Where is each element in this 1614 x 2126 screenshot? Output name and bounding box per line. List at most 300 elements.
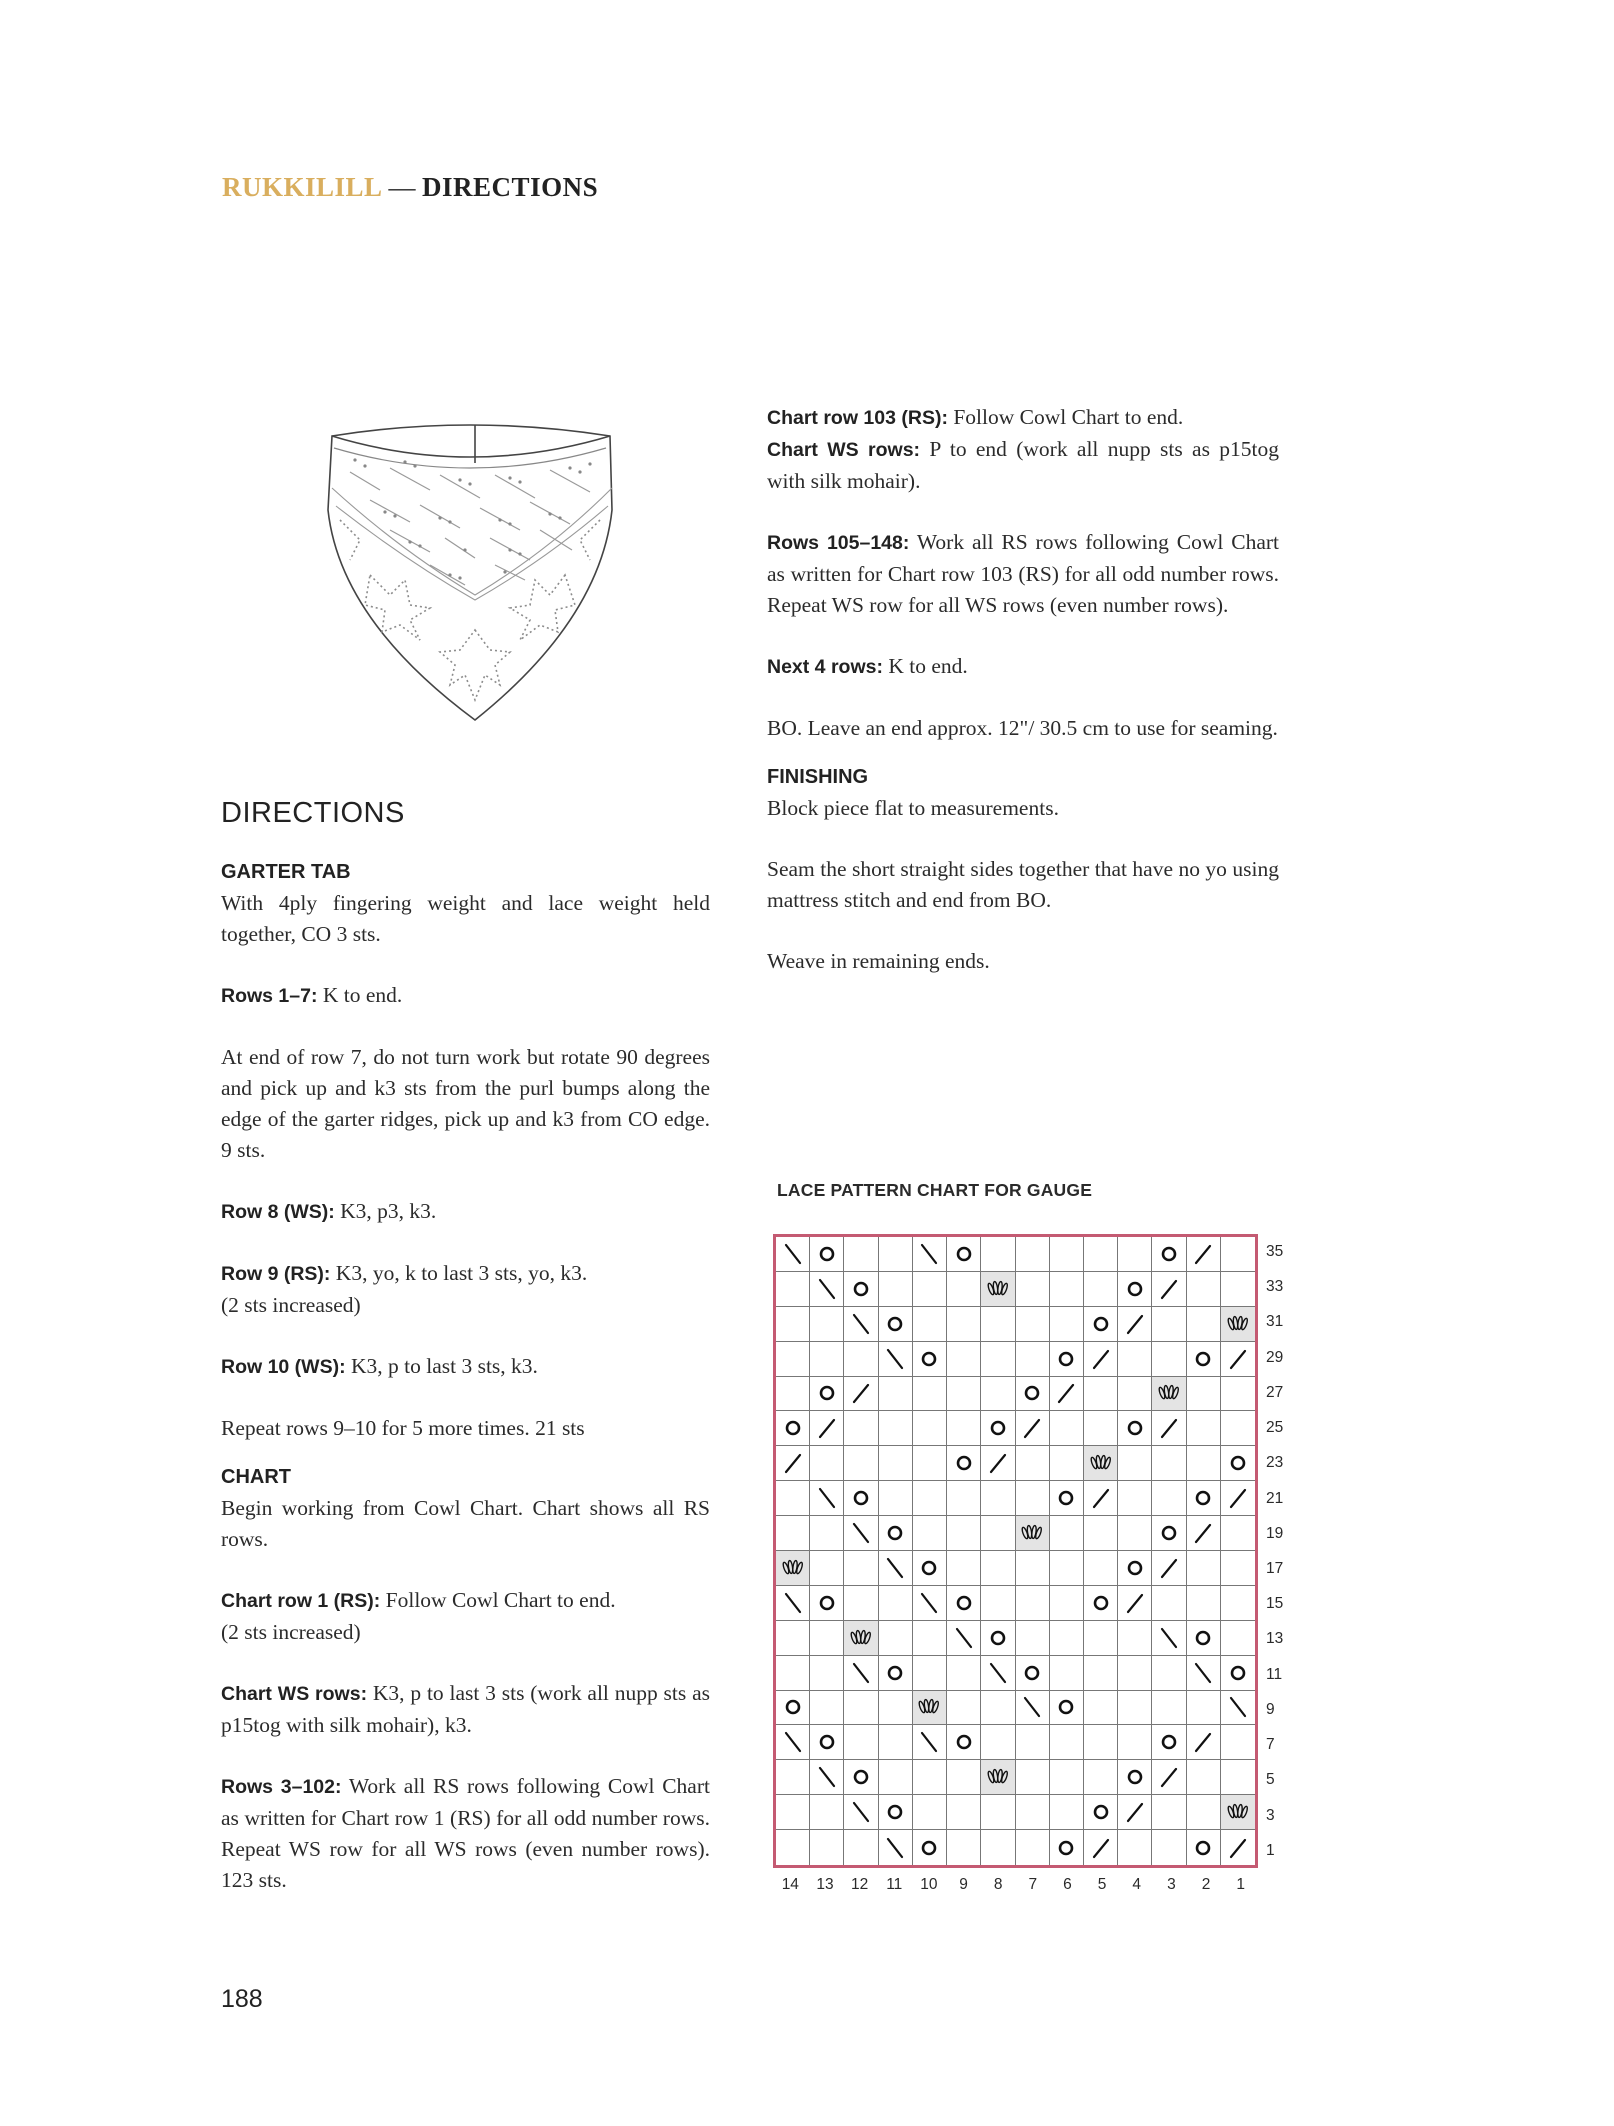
end-of-row-7: At end of row 7, do not turn work but rotate 90 degrees and pick up and k3 sts from the purl bumps along the edge of the garter ridges, pick up and k3 from CO edge. 9 sts. [221,1045,710,1162]
chart-cell-ssk [1187,1656,1221,1691]
row-10 [221,1351,710,1383]
chart-cell-knit [947,1481,981,1516]
row-8-label: Row 8 (WS): [221,1201,335,1223]
chart-cell-yarn-over [810,1377,844,1412]
yarn-over-icon [1190,1835,1216,1861]
k2tog-icon [1088,1485,1114,1511]
k2tog-icon [1088,1346,1114,1372]
chart-cell-knit [844,1725,878,1760]
chart-cell-knit [810,1446,844,1481]
chart-row-label: 25 [1266,1419,1284,1437]
yarn-over-icon [814,1380,840,1406]
chart-cell-yarn-over [1221,1446,1255,1481]
chart-cell-knit [844,1551,878,1586]
chart-cell-knit [947,1551,981,1586]
k2tog-icon [1122,1590,1148,1616]
chart-column-label: 7 [1028,1876,1038,1893]
nupp-icon [1225,1311,1251,1337]
chart-intro: Begin working from Cowl Chart. Chart shows all RS rows. [221,1496,710,1551]
chart-cell-knit [947,1795,981,1830]
ssk-icon [848,1311,874,1337]
chart-cell-nupp [1084,1446,1118,1481]
chart-cell-knit [1118,1377,1152,1412]
ssk-icon [985,1660,1011,1686]
ssk-icon [882,1835,908,1861]
chart-cell-ssk [879,1551,913,1586]
chart-cell-k2tog [1187,1237,1221,1272]
yarn-over-icon [1122,1276,1148,1302]
chart-cell-knit [913,1516,947,1551]
yarn-over-icon [1088,1799,1114,1825]
chart-cell-knit [1187,1411,1221,1446]
chart-cell-k2tog [981,1446,1015,1481]
chart-cell-yarn-over [1084,1795,1118,1830]
yarn-over-icon [951,1729,977,1755]
chart-cell-knit [844,1342,878,1377]
chart-column-label: 12 [850,1876,869,1893]
yarn-over-icon [1190,1625,1216,1651]
cowl-illustration [310,420,630,735]
chart-cell-nupp [1152,1377,1186,1412]
finishing-heading: FINISHING [767,766,869,788]
chart-cell-knit [981,1237,1015,1272]
chart-column-label: 10 [920,1876,938,1893]
chart-cell-knit [1118,1656,1152,1691]
chart-ws-rows-label: Chart WS rows: [221,1683,368,1705]
chart-cell-knit [981,1725,1015,1760]
chart-cell-yarn-over [1152,1725,1186,1760]
yarn-over-icon [985,1625,1011,1651]
chart-cell-knit [879,1691,913,1726]
chart-cell-knit [879,1621,913,1656]
chart-cell-knit [1050,1516,1084,1551]
chart-cell-ssk [844,1516,878,1551]
chart-cell-knit [947,1691,981,1726]
chart-cell-knit [1187,1760,1221,1795]
directions-heading: DIRECTIONS [221,797,405,829]
chart-cell-knit [844,1691,878,1726]
chart-cell-knit [1050,1272,1084,1307]
chart-row-1-note: (2 sts increased) [221,1620,361,1644]
chart-cell-nupp [844,1621,878,1656]
chart-cell-knit [1050,1621,1084,1656]
chart-cell-knit [1187,1446,1221,1481]
k2tog-icon [1156,1764,1182,1790]
chart-cell-ssk [844,1307,878,1342]
chart-cell-knit [1016,1551,1050,1586]
chart-cell-yarn-over [879,1516,913,1551]
chart-column-label: 9 [959,1876,968,1893]
chart-cell-knit [1050,1551,1084,1586]
chart-cell-yarn-over [1118,1411,1152,1446]
chart-row-label: 1 [1266,1841,1275,1859]
chart-cell-knit [1221,1377,1255,1412]
rows-3-102 [221,1771,710,1896]
chart-row-label: 19 [1266,1524,1284,1542]
chart-cell-knit [879,1411,913,1446]
nupp-icon [985,1276,1011,1302]
ssk-icon [1156,1625,1182,1651]
yarn-over-icon [1053,1694,1079,1720]
chart-cell-nupp [981,1760,1015,1795]
k2tog-icon [1019,1415,1045,1441]
yarn-over-icon [1190,1346,1216,1372]
k2tog-icon [1225,1485,1251,1511]
chart-column-label: 13 [816,1876,834,1893]
chart-cell-knit [1016,1481,1050,1516]
chart-cell-nupp [1221,1795,1255,1830]
yarn-over-icon [951,1450,977,1476]
ssk-icon [882,1555,908,1581]
chart-cell-k2tog [1084,1481,1118,1516]
chart-cell-knit [1084,1760,1118,1795]
chart-cell-yarn-over [1118,1760,1152,1795]
nupp-icon [780,1555,806,1581]
chart-cell-yarn-over [844,1760,878,1795]
chart-cell-k2tog [1118,1795,1152,1830]
chart-cell-knit [1016,1272,1050,1307]
yarn-over-icon [1156,1241,1182,1267]
k2tog-icon [814,1415,840,1441]
chart-cell-knit [947,1307,981,1342]
ssk-icon [780,1729,806,1755]
chart-cell-knit [1152,1446,1186,1481]
ssk-icon [780,1590,806,1616]
chart-cell-ssk [844,1656,878,1691]
chart-cell-knit [913,1795,947,1830]
yarn-over-icon [916,1835,942,1861]
chart-cell-ssk [810,1272,844,1307]
nupp-icon [916,1694,942,1720]
chart-cell-yarn-over [913,1551,947,1586]
chart-cell-knit [981,1516,1015,1551]
chart-cell-ssk [913,1237,947,1272]
chart-cell-knit [1050,1725,1084,1760]
rows-3-102-label: Rows 3–102: [221,1776,342,1798]
ssk-icon [1190,1660,1216,1686]
chart-cell-k2tog [1152,1411,1186,1446]
yarn-over-icon [1225,1660,1251,1686]
rows-105-148 [767,527,1279,621]
chart-cell-yarn-over [1221,1656,1255,1691]
chart-cell-yarn-over [1016,1377,1050,1412]
chart-cell-knit [776,1272,810,1307]
chart-cell-knit [913,1272,947,1307]
chart-cell-yarn-over [1050,1342,1084,1377]
chart-cell-nupp [913,1691,947,1726]
chart-cell-knit [981,1830,1015,1865]
k2tog-icon [1225,1346,1251,1372]
k2tog-icon [1190,1729,1216,1755]
chart-cell-knit [947,1272,981,1307]
chart-cell-knit [1016,1237,1050,1272]
ssk-icon [916,1590,942,1616]
chart-cell-knit [1084,1411,1118,1446]
rows-105-148-label: Rows 105–148: [767,532,910,554]
ssk-icon [848,1660,874,1686]
chart-cell-knit [776,1342,810,1377]
chart-cell-knit [776,1377,810,1412]
yarn-over-icon [951,1241,977,1267]
k2tog-icon [848,1380,874,1406]
chart-column-label: 5 [1097,1876,1107,1893]
ssk-icon [814,1276,840,1302]
chart-cell-knit [913,1411,947,1446]
chart-cell-yarn-over [1152,1516,1186,1551]
chart-cell-k2tog [1152,1551,1186,1586]
chart-cell-k2tog [1221,1481,1255,1516]
chart-cell-knit [879,1272,913,1307]
chart-row-label: 11 [1266,1665,1283,1683]
chart-cell-ssk [879,1342,913,1377]
chart-cell-yarn-over [947,1237,981,1272]
chart-ws-rows [221,1678,710,1741]
chart-cell-knit [776,1481,810,1516]
k2tog-icon [1156,1276,1182,1302]
chart-cell-knit [1084,1272,1118,1307]
chart-cell-yarn-over [947,1725,981,1760]
chart-cell-knit [1187,1586,1221,1621]
chart-cell-yarn-over [844,1481,878,1516]
row-9-label: Row 9 (RS): [221,1263,331,1285]
chart-row-label: 3 [1266,1806,1275,1824]
chart-row-label: 35 [1266,1243,1284,1260]
yarn-over-icon [882,1311,908,1337]
chart-column-label: 4 [1132,1876,1142,1893]
chart-cell-knit [947,1342,981,1377]
chart-cell-k2tog [1084,1830,1118,1865]
lace-chart-column-labels [773,1872,1258,1898]
chart-cell-knit [879,1586,913,1621]
chart-cell-yarn-over [1016,1656,1050,1691]
chart-cell-knit [1187,1551,1221,1586]
ssk-icon [951,1625,977,1651]
finishing-block: Block piece flat to measurements. [767,796,1059,820]
k2tog-icon [780,1450,806,1476]
chart-cell-knit [1050,1795,1084,1830]
chart-cell-knit [1118,1691,1152,1726]
chart-cell-k2tog [1118,1307,1152,1342]
chart-cell-knit [844,1411,878,1446]
chart-cell-ssk [810,1481,844,1516]
chart-column-label: 1 [1236,1876,1245,1893]
chart-cell-knit [1084,1621,1118,1656]
chart-row-103-label: Chart row 103 (RS): [767,407,948,429]
yarn-over-icon [1088,1311,1114,1337]
chart-cell-knit [844,1446,878,1481]
chart-cell-knit [1084,1377,1118,1412]
chart-cell-knit [1050,1307,1084,1342]
chart-cell-k2tog [1221,1342,1255,1377]
chart-cell-yarn-over [1187,1342,1221,1377]
yarn-over-icon [882,1520,908,1546]
chart-cell-knit [1016,1760,1050,1795]
chart-cell-knit [1221,1725,1255,1760]
chart-cell-yarn-over [810,1586,844,1621]
chart-cell-knit [810,1307,844,1342]
nupp-icon [848,1625,874,1651]
chart-cell-knit [1118,1830,1152,1865]
chart-cell-knit [947,1377,981,1412]
chart-cell-yarn-over [879,1656,913,1691]
yarn-over-icon [814,1590,840,1616]
k2tog-icon [1088,1835,1114,1861]
yarn-over-icon [848,1276,874,1302]
yarn-over-icon [1122,1764,1148,1790]
chart-cell-knit [810,1551,844,1586]
chart-cell-knit [1050,1446,1084,1481]
rows-1-7-label: Rows 1–7: [221,985,318,1007]
chart-cell-knit [1118,1725,1152,1760]
ssk-icon [848,1520,874,1546]
ssk-icon [916,1729,942,1755]
chart-cell-ssk [913,1725,947,1760]
chart-row-label: 15 [1266,1595,1284,1613]
chart-cell-yarn-over [844,1272,878,1307]
chart-cell-k2tog [1187,1725,1221,1760]
chart-cell-nupp [1016,1516,1050,1551]
chart-cell-knit [1152,1656,1186,1691]
chart-cell-knit [1118,1237,1152,1272]
ssk-icon [1225,1694,1251,1720]
chart-cell-knit [947,1516,981,1551]
finishing-weave: Weave in remaining ends. [767,949,990,973]
yarn-over-icon [814,1729,840,1755]
chart-cell-knit [776,1760,810,1795]
chart-cell-knit [844,1237,878,1272]
chart-cell-knit [913,1481,947,1516]
chart-cell-yarn-over [776,1411,810,1446]
yarn-over-icon [1053,1485,1079,1511]
chart-cell-knit [981,1586,1015,1621]
chart-cell-knit [1016,1342,1050,1377]
chart-cell-yarn-over [810,1237,844,1272]
chart-row-1-text: Follow Cowl Chart to end. [380,1588,616,1612]
chart-cell-knit [1084,1516,1118,1551]
k2tog-icon [985,1450,1011,1476]
chart-row-1 [221,1585,710,1648]
chart-cell-knit [947,1830,981,1865]
finishing-seam: Seam the short straight sides together that have no yo using mattress stitch and end from BO. [767,857,1279,912]
chart-cell-yarn-over [947,1446,981,1481]
chart-column-label: 6 [1063,1876,1072,1893]
chart-cell-ssk [776,1725,810,1760]
chart-cell-knit [1016,1621,1050,1656]
chart-cell-knit [981,1342,1015,1377]
yarn-over-icon [916,1555,942,1581]
chart-cell-knit [1152,1830,1186,1865]
chart-row-label: 27 [1266,1383,1284,1401]
chart-heading: CHART [221,1466,291,1488]
chart-cell-knit [1084,1656,1118,1691]
chart-cell-ssk [1221,1691,1255,1726]
chart-ws-rows-2-label: Chart WS rows: [767,439,921,461]
ssk-icon [814,1485,840,1511]
chart-cell-knit [947,1760,981,1795]
yarn-over-icon [1019,1380,1045,1406]
chart-cell-knit [810,1830,844,1865]
chart-cell-knit [913,1377,947,1412]
chart-cell-knit [981,1691,1015,1726]
yarn-over-icon [848,1764,874,1790]
rows-3-102-text: Work all RS rows following Cowl Chart as written for Chart row 1 (RS) for all odd number rows. Repeat WS row for all WS rows (even number rows). 123 sts. [221,1774,710,1892]
next-4-rows-label: Next 4 rows: [767,656,883,678]
chart-cell-knit [1221,1237,1255,1272]
chart-cell-nupp [776,1551,810,1586]
chart-cell-knit [879,1725,913,1760]
chart-cell-knit [1221,1586,1255,1621]
k2tog-icon [1053,1380,1079,1406]
chart-cell-knit [1118,1342,1152,1377]
page-number: 188 [221,1985,263,2013]
yarn-over-icon [1190,1485,1216,1511]
chart-cell-knit [1118,1621,1152,1656]
chart-cell-knit [1152,1795,1186,1830]
k2tog-icon [1122,1311,1148,1337]
chart-cell-knit [1084,1237,1118,1272]
chart-cell-knit [981,1377,1015,1412]
chart-cell-knit [879,1481,913,1516]
yarn-over-icon [1156,1520,1182,1546]
bind-off: BO. Leave an end approx. 12"/ 30.5 cm to use for seaming. [767,716,1278,740]
chart-cell-yarn-over [1084,1307,1118,1342]
k2tog-icon [1190,1241,1216,1267]
heading-dash: — [388,172,417,202]
chart-row-label: 17 [1266,1560,1284,1577]
k2tog-icon [1190,1520,1216,1546]
chart-cell-nupp [981,1272,1015,1307]
next-4-rows-text: K to end. [882,654,968,678]
yarn-over-icon [985,1415,1011,1441]
garter-tab-intro: With 4ply fingering weight and lace weight held together, CO 3 sts. [221,891,710,946]
chart-row-label: 31 [1266,1313,1284,1331]
chart-cell-k2tog [1016,1411,1050,1446]
chart-cell-knit [1084,1551,1118,1586]
chart-cell-knit [844,1830,878,1865]
yarn-over-icon [882,1660,908,1686]
chart-cell-knit [879,1760,913,1795]
chart-cell-yarn-over [1118,1551,1152,1586]
chart-cell-yarn-over [1187,1621,1221,1656]
chart-cell-knit [1016,1795,1050,1830]
chart-cell-knit [1118,1481,1152,1516]
chart-cell-knit [810,1795,844,1830]
chart-cell-knit [913,1656,947,1691]
chart-cell-knit [1221,1760,1255,1795]
chart-row-103 [767,402,1279,434]
chart-cell-knit [1152,1342,1186,1377]
chart-cell-knit [1016,1725,1050,1760]
running-head [222,172,598,203]
chart-cell-k2tog [810,1411,844,1446]
chart-cell-knit [1016,1586,1050,1621]
nupp-icon [985,1764,1011,1790]
chart-cell-yarn-over [1187,1830,1221,1865]
yarn-over-icon [1122,1415,1148,1441]
chart-cell-yarn-over [1050,1691,1084,1726]
rows-1-7-text: K to end. [317,983,403,1007]
chart-cell-knit [981,1481,1015,1516]
chart-cell-yarn-over [913,1342,947,1377]
chart-cell-knit [776,1621,810,1656]
lace-chart-title: LACE PATTERN CHART FOR GAUGE [777,1180,1093,1200]
chart-cell-knit [1118,1446,1152,1481]
chart-cell-ssk [776,1586,810,1621]
row-10-text: K3, p to last 3 sts, k3. [345,1354,538,1378]
chart-cell-ssk [913,1586,947,1621]
chart-cell-ssk [776,1237,810,1272]
chart-cell-knit [1221,1516,1255,1551]
